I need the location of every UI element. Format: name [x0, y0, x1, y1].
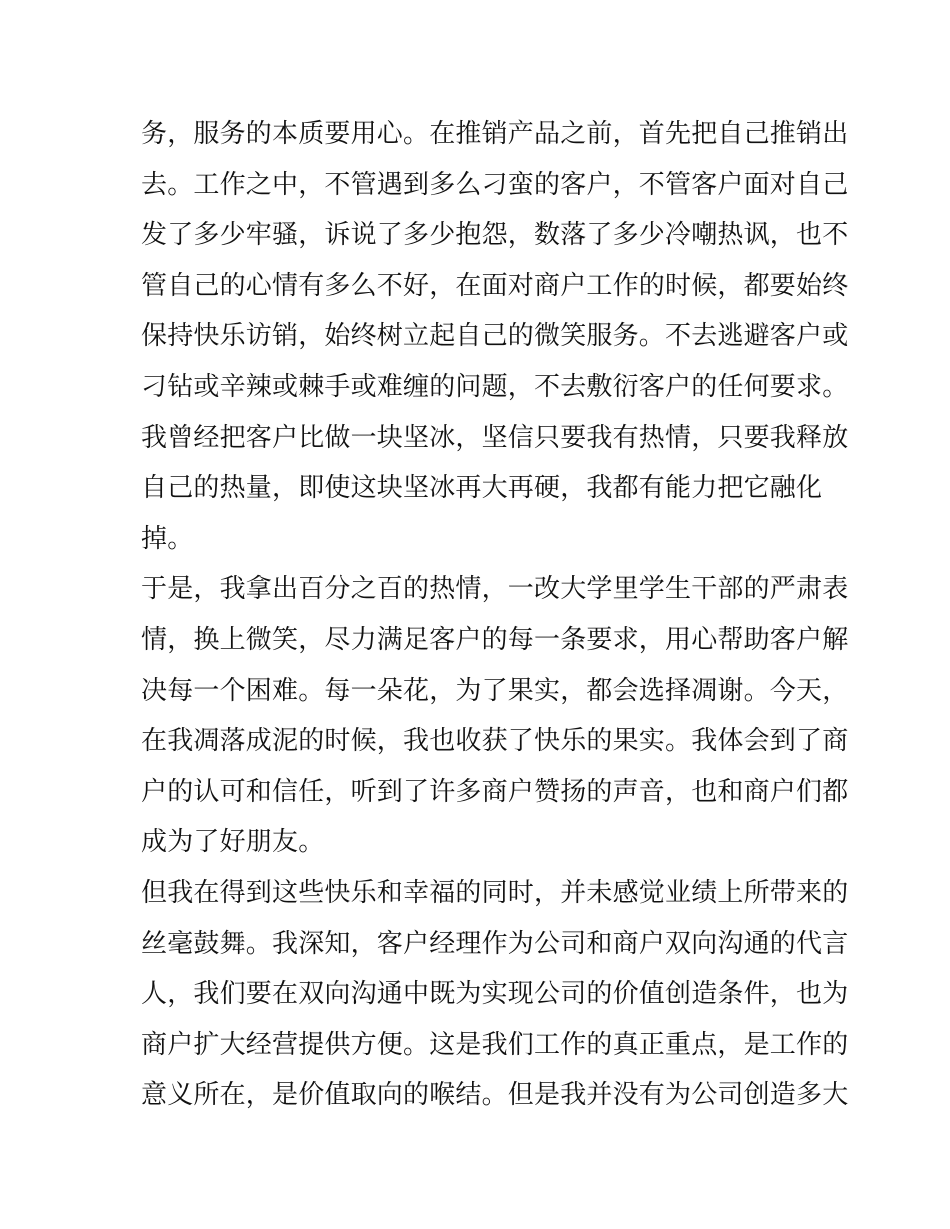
text-line: 保持快乐访销，始终树立起自己的微笑服务。不去逃避客户或: [141, 321, 849, 352]
text-line: 成为了好朋友。: [141, 827, 325, 858]
text-line: 决每一个困难。每一朵花，为了果实，都会选择凋谢。今天，: [141, 675, 849, 706]
text-line: 于是，我拿出百分之百的热情，一改大学里学生干部的严肃表: [141, 574, 849, 605]
text-line: 在我凋落成泥的时候，我也收获了快乐的果实。我体会到了商: [141, 726, 849, 757]
text-line: 户的认可和信任，听到了许多商户赞扬的声音，也和商户们都: [141, 776, 849, 807]
body-text: [141, 109, 849, 1121]
text-line: 情，换上微笑，尽力满足客户的每一条要求，用心帮助客户解: [141, 624, 849, 655]
text-line: 管自己的心情有多么不好，在面对商户工作的时候，都要始终: [141, 270, 849, 301]
text-line: 人，我们要在双向沟通中既为实现公司的价值创造条件，也为: [141, 979, 849, 1010]
text-line: 自己的热量，即使这块坚冰再大再硬，我都有能力把它融化: [141, 473, 823, 504]
text-line: 我曾经把客户比做一块坚冰，坚信只要我有热情，只要我释放: [141, 422, 849, 453]
text-line: 去。工作之中，不管遇到多么刁蛮的客户，不管客户面对自己: [141, 169, 849, 200]
text-line: 商户扩大经营提供方便。这是我们工作的真正重点，是工作的: [141, 1029, 849, 1060]
text-line: 但我在得到这些快乐和幸福的同时，并未感觉业绩上所带来的: [141, 877, 849, 908]
text-line: 刁钻或辛辣或棘手或难缠的问题，不去敷衍客户的任何要求。: [141, 371, 849, 402]
text-line: 发了多少牢骚，诉说了多少抱怨，数落了多少冷嘲热讽，也不: [141, 220, 849, 251]
text-line: 意义所在，是价值取向的喉结。但是我并没有为公司创造多大: [141, 1080, 849, 1111]
text-line: 丝毫鼓舞。我深知，客户经理作为公司和商户双向沟通的代言: [141, 928, 849, 959]
text-line: 掉。: [141, 523, 194, 554]
text-line: 务，服务的本质要用心。在推销产品之前，首先把自己推销出: [141, 119, 849, 149]
